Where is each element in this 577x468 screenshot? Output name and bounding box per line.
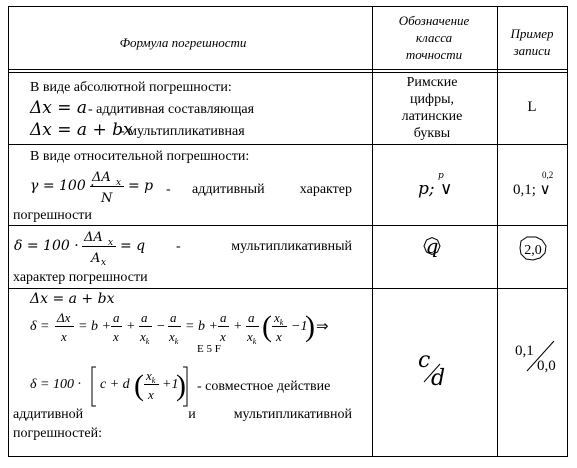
row1-example: L — [527, 99, 537, 115]
row1-title: В виде абсолютной погрешности: — [30, 80, 232, 95]
row4-frac5-num: a — [220, 310, 227, 325]
row2-formula-suffix: = p — [128, 178, 154, 194]
row-combined — [13, 291, 556, 441]
row-relative-error — [13, 149, 553, 223]
row4-bracket-open — [92, 367, 96, 406]
row2-desc-word2: аддитивный — [192, 182, 265, 197]
row4-paren3-open: ( — [134, 369, 144, 402]
row4-plus1: + — [126, 319, 136, 334]
row4-line1: Δx = a + bx — [30, 291, 115, 307]
row3-formula-prefix: δ = 100 · — [14, 238, 79, 254]
row2-designation: p; ∨ — [418, 179, 453, 199]
row4-frac6-den: $x_k$ — [247, 329, 257, 346]
row1-designation-line3: латинские — [401, 109, 463, 124]
row4-frac8-num: $x_k$ — [146, 368, 156, 385]
row2-formula-prefix: γ = 100 · — [30, 178, 95, 194]
row4-frac1-num: Δx — [57, 310, 71, 325]
row4-eq-b-plus2: = b + — [185, 319, 218, 334]
row2-frac-num: ΔA — [92, 170, 111, 185]
row4-frac6-num: a — [248, 310, 255, 325]
row4-frac2-num: a — [113, 310, 120, 325]
row3-designation: q — [425, 234, 439, 258]
row4-frac8-den: x — [148, 387, 154, 402]
row2-title: В виде относительной погрешности: — [30, 149, 250, 164]
row4-desc-word2: и — [188, 407, 196, 422]
row4-desc-word3: мультипликативной — [233, 407, 352, 422]
row1-designation-line2: цифры, — [410, 92, 454, 107]
header-example-line2: записи — [513, 43, 551, 58]
row1-designation-line4: буквы — [413, 126, 451, 141]
row3-desc-line2: характер погрешности — [13, 270, 148, 285]
row2-desc-word3: характер — [299, 182, 352, 197]
row4-frac3-num: a — [141, 310, 148, 325]
row4-frac1-den: x — [61, 329, 67, 344]
row2-frac-den: N — [101, 191, 113, 206]
row3-formula-suffix: = q — [120, 238, 146, 254]
row-absolute-error — [29, 75, 537, 141]
header-formula: Формула погрешности — [119, 35, 247, 50]
row2-example-sup: 0,2 — [542, 170, 554, 180]
row4-implies: ⇒ — [316, 319, 329, 335]
row4-plus-one: +1 — [162, 377, 179, 392]
header-designation-line2: класса — [415, 30, 453, 45]
row4-plus2: + — [233, 319, 243, 334]
row3-desc-word2: мультипликативный — [231, 239, 352, 254]
header-designation-line3: точности — [405, 47, 463, 62]
row3-frac-num-sub: x — [108, 238, 114, 248]
row2-desc-line2: погрешности — [13, 208, 92, 223]
row2-designation-sup: p — [438, 171, 444, 181]
row4-c-plus-d: c + d — [100, 377, 130, 392]
row1-desc-multiplicative: - мультипликативная — [120, 124, 245, 139]
row4-frac2-den: x — [113, 329, 119, 344]
row3-frac-den-sub: x — [101, 258, 107, 268]
row1-desc-additive: - аддитивная составляющая — [88, 102, 255, 117]
row4-artifact-text: E 5 F — [197, 343, 221, 355]
row2-frac-num-sub: x — [116, 178, 122, 188]
row1-formula-additive: Δx = a — [30, 98, 88, 118]
row-multiplicative — [13, 230, 546, 285]
row4-frac7-den: x — [276, 329, 282, 344]
row4-minus: − — [156, 319, 166, 334]
header-designation-line1: Обозначение — [398, 13, 470, 28]
row4-paren-open: ( — [262, 310, 272, 343]
row4-formula-line3 — [30, 367, 187, 406]
row3-frac-num: ΔA — [84, 230, 103, 245]
row4-frac3-den: $x_k$ — [140, 329, 150, 346]
row2-desc-word1: - — [166, 182, 171, 197]
row4-example-top: 0,1 — [515, 343, 534, 359]
row4-frac7-num: $x_k$ — [274, 310, 284, 327]
row1-designation-line1: Римские — [406, 75, 458, 90]
row4-frac5-den: x — [220, 329, 226, 344]
row4-frac4-num: a — [170, 310, 177, 325]
row4-delta-eq: δ = — [30, 319, 50, 334]
header-example-line1: Пример — [510, 26, 554, 41]
row4-designation-d: d — [431, 366, 446, 391]
row4-delta-100: δ = 100 · — [30, 377, 81, 392]
row4-example-bottom: 0,0 — [537, 358, 556, 374]
row3-desc-word1: - — [176, 239, 181, 254]
row4-desc-line3: погрешностей: — [13, 426, 102, 441]
row3-example: 2,0 — [524, 243, 542, 258]
row4-paren-close: ) — [305, 310, 315, 343]
row2-example: 0,1; ∨ — [513, 182, 551, 198]
row4-minus-one: −1 — [291, 319, 308, 334]
row4-desc-part1: - совместное действие — [197, 379, 331, 394]
row4-paren3-close: ) — [176, 369, 186, 402]
row1-formula-multiplicative: Δx = a + bx — [30, 120, 133, 140]
row4-desc-word1: аддитивной — [13, 407, 84, 422]
table-header — [120, 13, 554, 62]
row4-designation-c: c — [418, 348, 431, 373]
row4-formula-line2 — [30, 310, 329, 346]
row3-frac-den: A — [91, 251, 101, 266]
row4-frac4-den: $x_k$ — [169, 329, 179, 346]
row4-eq-b-plus: = b + — [78, 319, 111, 334]
